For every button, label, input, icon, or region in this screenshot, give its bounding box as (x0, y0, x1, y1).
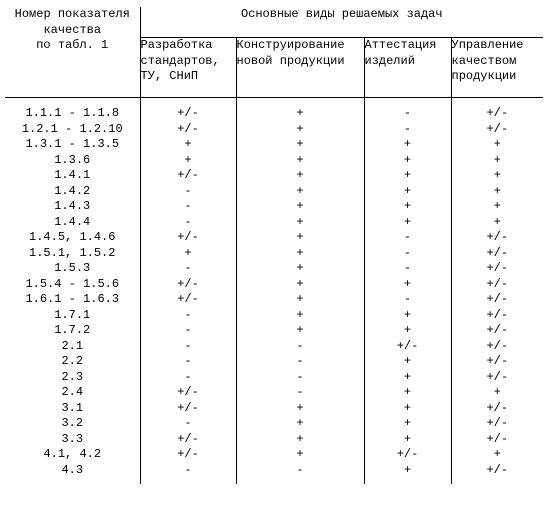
design-cell: + (236, 432, 364, 448)
quality-management-cell: + (493, 183, 501, 198)
standards-cell: + (140, 137, 236, 153)
quality-management-cell: +/- (486, 462, 509, 477)
standards-cell: +/- (140, 230, 236, 246)
table-row (5, 339, 543, 355)
design-cell: + (236, 246, 364, 262)
indicator-number-cell: 1.5.3 (5, 261, 140, 277)
indicator-number-cell: 3.2 (5, 416, 140, 432)
standards-cell: +/- (140, 122, 236, 138)
indicator-number-cell: 1.4.4 (5, 215, 140, 231)
design-cell: + (236, 122, 364, 138)
indicator-column-header (5, 7, 140, 98)
indicator-number-cell: 3.1 (5, 401, 140, 417)
certification-cell: + (364, 463, 451, 479)
quality-management-cell: + (493, 152, 501, 167)
certification-cell: + (364, 137, 451, 153)
standards-cell: +/- (140, 385, 236, 401)
standards-cell: +/- (140, 447, 236, 463)
table-row (5, 153, 543, 169)
standards-cell: +/- (140, 432, 236, 448)
certification-column-header (364, 38, 451, 98)
quality-management-cell: +/- (486, 400, 509, 415)
design-cell: + (236, 277, 364, 293)
indicator-number-cell: 1.4.3 (5, 199, 140, 215)
quality-management-cell: +/- (486, 106, 509, 120)
table-row (5, 385, 543, 401)
indicator-number-cell: 1.5.4 - 1.5.6 (5, 277, 140, 293)
quality-management-cell: +/- (486, 307, 509, 322)
standards-cell: + (140, 153, 236, 169)
header-line: качеством (451, 53, 517, 68)
indicator-number-cell: 1.4.2 (5, 184, 140, 200)
table-row (5, 292, 543, 308)
table-row (5, 137, 543, 153)
certification-cell: +/- (364, 447, 451, 463)
table-row (5, 122, 543, 138)
certification-cell: + (364, 432, 451, 448)
design-cell: + (236, 230, 364, 246)
table-row (5, 416, 543, 432)
quality-management-cell: +/- (486, 261, 509, 275)
design-cell: - (236, 385, 364, 401)
certification-cell: - (364, 292, 451, 308)
quality-management-cell: +/- (486, 292, 509, 306)
quality-management-cell: +/- (486, 245, 509, 260)
indicator-number-cell: 4.3 (5, 463, 140, 479)
header-line: Аттестация (364, 38, 437, 52)
standards-cell: +/- (140, 277, 236, 293)
certification-cell: + (364, 370, 451, 386)
quality-management-cell: +/- (486, 323, 509, 337)
standards-cell: +/- (140, 168, 236, 184)
certification-cell: - (364, 261, 451, 277)
indicator-number-cell: 3.3 (5, 432, 140, 448)
certification-cell: + (364, 184, 451, 200)
header-line: Управление (451, 38, 524, 52)
design-cell: - (236, 354, 364, 370)
design-cell: + (236, 168, 364, 184)
header-line: Конструирование (236, 38, 345, 52)
table-row (5, 277, 543, 293)
standards-cell: +/- (140, 401, 236, 417)
standards-cell: - (140, 308, 236, 324)
design-cell: + (236, 184, 364, 200)
indicator-number-cell: 2.3 (5, 370, 140, 386)
quality-management-cell: +/- (486, 431, 509, 446)
standards-cell: - (140, 261, 236, 277)
certification-cell: + (364, 323, 451, 339)
design-cell: + (236, 153, 364, 169)
certification-cell: + (364, 416, 451, 432)
table-spacer-row (5, 98, 543, 107)
table-row (5, 168, 543, 184)
indicator-number-cell: 4.1, 4.2 (5, 447, 140, 463)
quality-management-cell: +/- (486, 121, 509, 136)
design-cell: + (236, 416, 364, 432)
indicator-header-line: Номер показателя (14, 7, 130, 21)
header-line: Разработка (140, 38, 213, 52)
quality-management-cell: +/- (486, 416, 509, 430)
indicator-number-cell: 1.6.1 - 1.6.3 (5, 292, 140, 308)
certification-cell: +/- (364, 339, 451, 355)
certification-cell: + (364, 153, 451, 169)
quality-management-cell: +/- (486, 369, 509, 384)
certification-cell: + (364, 401, 451, 417)
header-line: изделий (364, 53, 415, 68)
quality-management-cell: + (493, 137, 501, 151)
table-row (5, 463, 543, 479)
quality-management-column-header (451, 38, 543, 98)
indicator-number-cell: 1.4.1 (5, 168, 140, 184)
indicator-number-cell: 1.7.2 (5, 323, 140, 339)
quality-management-cell: +/- (486, 338, 509, 353)
indicator-number-cell: 1.7.1 (5, 308, 140, 324)
table-row (5, 432, 543, 448)
standards-cell: - (140, 323, 236, 339)
table-row (5, 323, 543, 339)
design-cell: - (236, 370, 364, 386)
table-row (5, 215, 543, 231)
standards-cell: - (140, 339, 236, 355)
header-line: продукции (451, 69, 517, 83)
header-line: новой продукции (236, 53, 345, 68)
certification-cell: - (364, 122, 451, 138)
quality-management-cell: +/- (486, 276, 509, 291)
quality-management-cell: + (493, 385, 501, 399)
table-row (5, 230, 543, 246)
quality-management-cell: + (493, 214, 501, 229)
indicator-number-cell: 2.2 (5, 354, 140, 370)
task-group-header: Основные виды решаемых задач (140, 7, 543, 38)
quality-management-cell: + (493, 168, 501, 182)
standards-cell: - (140, 184, 236, 200)
table-row (5, 246, 543, 262)
indicator-number-cell: 1.3.1 - 1.3.5 (5, 137, 140, 153)
certification-cell: + (364, 354, 451, 370)
indicator-header-line: качества (43, 22, 102, 37)
indicator-number-cell: 1.5.1, 1.5.2 (5, 246, 140, 262)
design-cell: + (236, 401, 364, 417)
design-cell: - (236, 339, 364, 355)
indicator-task-table (5, 7, 543, 484)
certification-cell: + (364, 385, 451, 401)
quality-management-cell: +/- (486, 230, 509, 244)
standards-cell: - (140, 199, 236, 215)
table-row (5, 401, 543, 417)
design-cell: + (236, 447, 364, 463)
quality-management-cell: + (493, 447, 501, 461)
standards-cell: - (140, 370, 236, 386)
table-body (5, 98, 543, 485)
standards-cell: + (140, 246, 236, 262)
indicator-header-line: по табл. 1 (36, 38, 109, 52)
design-cell: + (236, 137, 364, 153)
indicator-number-cell: 2.4 (5, 385, 140, 401)
standards-cell: +/- (140, 106, 236, 122)
design-cell: + (236, 308, 364, 324)
indicator-number-cell: 1.1.1 - 1.1.8 (5, 106, 140, 122)
header-line: стандартов, (140, 53, 220, 68)
table-row (5, 354, 543, 370)
certification-cell: + (364, 277, 451, 293)
design-cell: + (236, 106, 364, 122)
certification-cell: - (364, 246, 451, 262)
indicator-number-cell: 1.2.1 - 1.2.10 (5, 122, 140, 138)
table-row (5, 199, 543, 215)
certification-cell: + (364, 308, 451, 324)
table-end-padding-row (5, 478, 543, 484)
design-cell: + (236, 261, 364, 277)
certification-cell: + (364, 168, 451, 184)
table-row (5, 308, 543, 324)
certification-cell: - (364, 106, 451, 122)
design-column-header (236, 38, 364, 98)
design-cell: + (236, 215, 364, 231)
certification-cell: + (364, 215, 451, 231)
standards-cell: - (140, 354, 236, 370)
design-cell: + (236, 292, 364, 308)
quality-management-cell: + (493, 199, 501, 213)
design-cell: + (236, 199, 364, 215)
standards-cell: - (140, 416, 236, 432)
table-row (5, 106, 543, 122)
quality-management-cell: +/- (486, 354, 509, 368)
indicator-number-cell: 2.1 (5, 339, 140, 355)
standards-cell: +/- (140, 292, 236, 308)
table-row (5, 447, 543, 463)
certification-cell: + (364, 199, 451, 215)
indicator-number-cell: 1.4.5, 1.4.6 (5, 230, 140, 246)
table-row (5, 370, 543, 386)
design-cell: + (236, 323, 364, 339)
standards-column-header (140, 38, 236, 98)
table-row (5, 261, 543, 277)
table-row (5, 184, 543, 200)
certification-cell: - (364, 230, 451, 246)
indicator-number-cell: 1.3.6 (5, 153, 140, 169)
standards-cell: - (140, 215, 236, 231)
standards-cell: - (140, 463, 236, 479)
design-cell: - (236, 463, 364, 479)
header-line: ТУ, СНиП (140, 69, 199, 83)
